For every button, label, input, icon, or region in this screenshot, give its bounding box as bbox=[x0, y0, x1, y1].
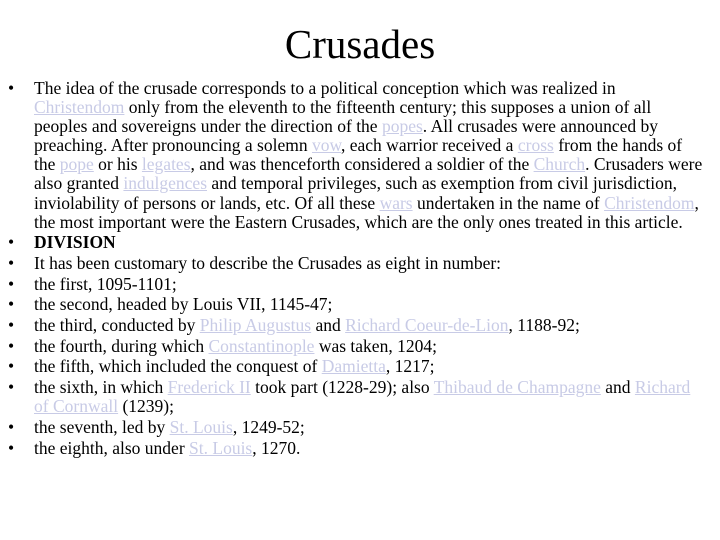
inline-link[interactable]: Richard Coeur-de-Lion bbox=[345, 315, 509, 336]
inline-link[interactable]: Richard of Cornwall bbox=[34, 377, 691, 417]
inline-link[interactable]: Philip Augustus bbox=[199, 315, 312, 336]
bullet-list bbox=[0, 79, 706, 459]
bullet-dot-icon: • bbox=[8, 416, 15, 437]
bullet-text: . Crusaders were also granted bbox=[34, 154, 703, 194]
bullet-dot-icon: • bbox=[8, 232, 15, 253]
bullet-text: only from the eleventh to the fifteenth century; this supposes a union of all peoples and sovereigns under the direction of the bbox=[34, 97, 652, 137]
bullet-text: . All crusades were announced by preaching. After pronouncing a solemn bbox=[34, 116, 658, 156]
bullet-dot-icon: • bbox=[8, 315, 15, 336]
slide-title: Crusades bbox=[284, 21, 436, 67]
bullet-text: the fourth, during which bbox=[34, 335, 209, 356]
bullet-text: was taken, 1204; bbox=[314, 335, 437, 356]
bullet-text: undertaken in the name of bbox=[412, 192, 605, 213]
bullet-dot-icon: • bbox=[8, 78, 15, 98]
bullet-item bbox=[0, 233, 706, 252]
bullet-text: , the most important were the Eastern Crusades, which are the only ones treated in this article. bbox=[34, 192, 699, 232]
bullet-item bbox=[0, 337, 706, 356]
bullet-item bbox=[0, 357, 706, 376]
bullet-text: (1239); bbox=[118, 396, 174, 417]
bullet-dot-icon: • bbox=[8, 356, 15, 377]
inline-link[interactable]: Thibaud de Champagne bbox=[433, 377, 601, 398]
inline-link[interactable]: popes bbox=[381, 116, 423, 137]
inline-link[interactable]: indulgences bbox=[123, 173, 208, 194]
inline-link[interactable]: wars bbox=[379, 192, 413, 213]
bullet-text: and bbox=[311, 315, 346, 336]
section-heading: DIVISION bbox=[34, 232, 116, 253]
bullet-text: , each warrior received a bbox=[341, 135, 518, 156]
bullet-item bbox=[0, 316, 706, 335]
bullet-text: the sixth, in which bbox=[34, 377, 168, 398]
bullet-text: and temporal privileges, such as exemption from civil jurisdiction, inviolability of persons or lands, etc. Of all these bbox=[34, 173, 677, 213]
bullet-item bbox=[0, 254, 706, 273]
bullet-dot-icon: • bbox=[8, 273, 15, 294]
bullet-item bbox=[0, 295, 706, 314]
inline-link[interactable]: St. Louis bbox=[189, 437, 253, 458]
bullet-item bbox=[0, 418, 706, 437]
bullet-dot-icon: • bbox=[8, 377, 15, 398]
inline-link[interactable]: Constantinople bbox=[208, 335, 315, 356]
bullet-text: , 1270. bbox=[252, 437, 301, 458]
inline-link[interactable]: pope bbox=[59, 154, 94, 175]
bullet-text: , 1188-92; bbox=[508, 315, 580, 336]
bullet-item bbox=[0, 378, 706, 416]
inline-link[interactable]: Christendom bbox=[34, 97, 125, 118]
bullet-text: the eighth, also under bbox=[34, 437, 190, 458]
bullet-item bbox=[0, 439, 706, 458]
bullet-text: and bbox=[600, 377, 635, 398]
inline-link[interactable]: Damietta bbox=[321, 356, 386, 377]
bullet-text: from the hands of the bbox=[34, 135, 683, 175]
bullet-item bbox=[0, 79, 706, 232]
bullet-dot-icon: • bbox=[8, 335, 15, 356]
bullet-dot-icon: • bbox=[8, 294, 15, 315]
bullet-text: the second, headed by Louis VII, 1145-47; bbox=[34, 294, 333, 315]
inline-link[interactable]: cross bbox=[517, 135, 554, 156]
bullet-text: the first, 1095-1101; bbox=[34, 273, 177, 294]
bullet-text: It has been customary to describe the Crusades as eight in number: bbox=[34, 253, 502, 274]
bullet-text: the fifth, which included the conquest of bbox=[34, 356, 322, 377]
bullet-text: The idea of the crusade corresponds to a political conception which was realized in bbox=[34, 78, 616, 98]
inline-link[interactable]: Frederick II bbox=[167, 377, 251, 398]
bullet-text: , and was thenceforth considered a soldier of the bbox=[190, 154, 534, 175]
bullet-text: the seventh, led by bbox=[34, 416, 170, 437]
bullet-text: , 1249-52; bbox=[232, 416, 305, 437]
inline-link[interactable]: Church bbox=[533, 154, 586, 175]
inline-link[interactable]: Christendom bbox=[604, 192, 695, 213]
bullet-text: the third, conducted by bbox=[34, 315, 200, 336]
inline-link[interactable]: vow bbox=[311, 135, 341, 156]
bullet-item bbox=[0, 275, 706, 294]
bullet-dot-icon: • bbox=[8, 253, 15, 274]
bullet-dot-icon: • bbox=[8, 437, 15, 458]
bullet-text: took part (1228-29); also bbox=[250, 377, 434, 398]
bullet-text: , 1217; bbox=[385, 356, 435, 377]
inline-link[interactable]: legates bbox=[141, 154, 191, 175]
bullet-text: or his bbox=[93, 154, 142, 175]
inline-link[interactable]: St. Louis bbox=[169, 416, 233, 437]
